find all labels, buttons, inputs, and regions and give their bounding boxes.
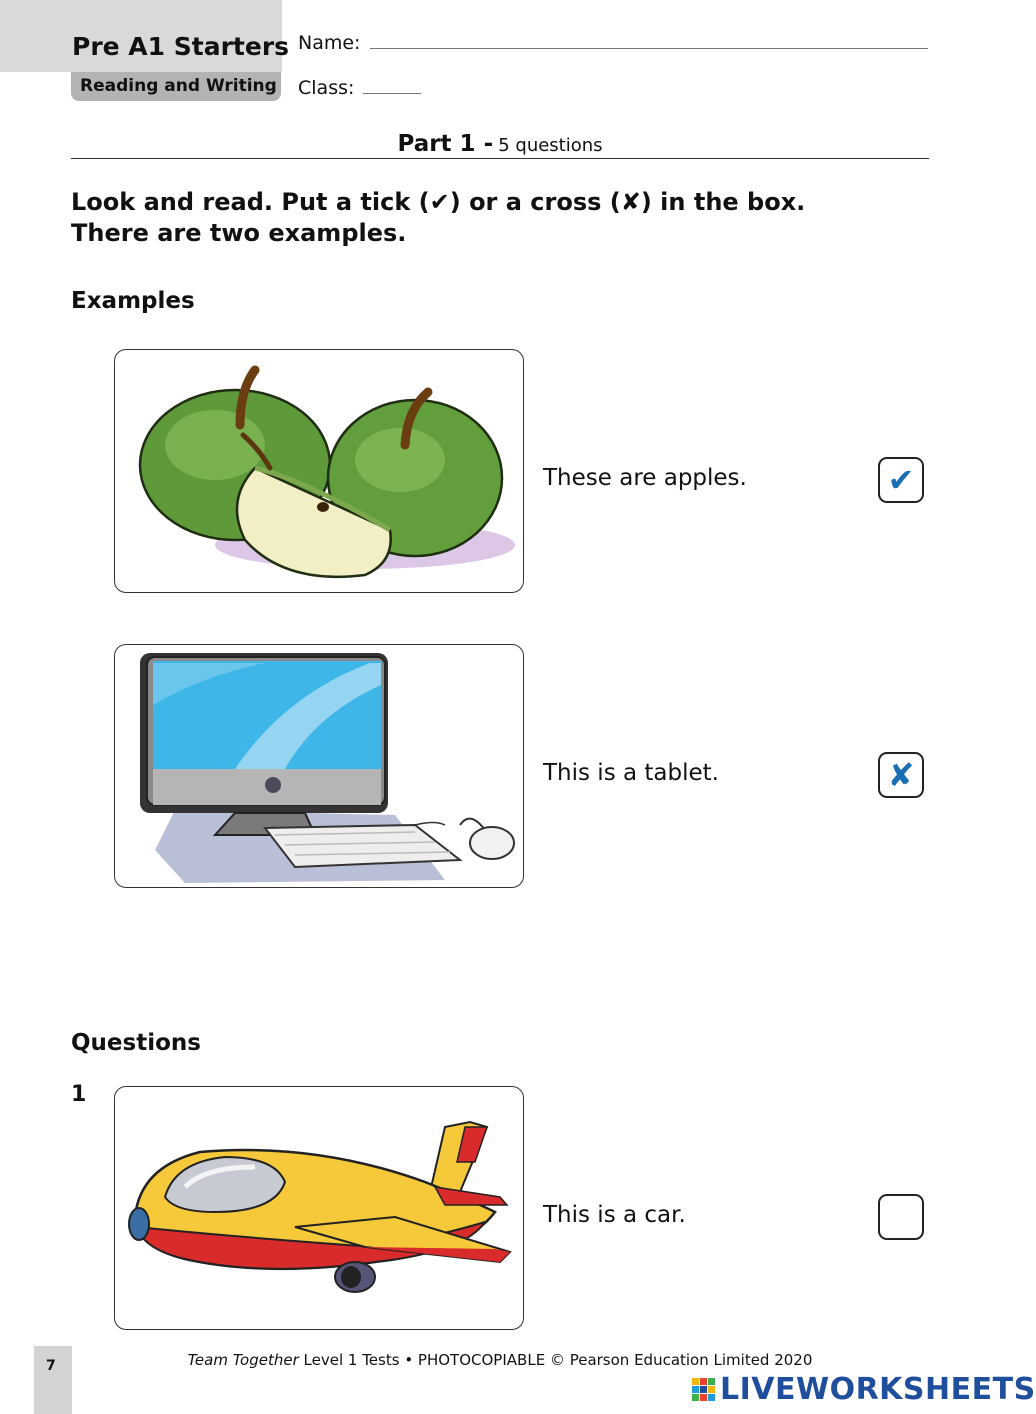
- question-1-sentence: This is a car.: [543, 1202, 686, 1228]
- airplane-icon: [115, 1087, 523, 1329]
- footer-text: Level 1 Tests • PHOTOCOPIABLE © Pearson Education Limited 2020: [298, 1351, 813, 1369]
- liveworksheets-brand[interactable]: [692, 1372, 1036, 1407]
- computer-picture: [114, 644, 524, 888]
- page-subtitle: Reading and Writing: [80, 76, 277, 96]
- instruction-line-1: Look and read. Put a tick (✔) or a cross (✘) in the box.: [71, 188, 806, 216]
- tick-icon: ✔: [887, 461, 915, 499]
- question-1-answer-box[interactable]: [878, 1194, 924, 1240]
- computer-icon: [115, 645, 523, 887]
- example-2-answer-box[interactable]: [878, 752, 924, 798]
- page-number: 7: [46, 1358, 56, 1374]
- class-label: Class:: [298, 77, 355, 99]
- examples-heading: Examples: [71, 288, 195, 314]
- footer-book-title: Team Together: [187, 1351, 299, 1369]
- airplane-picture: [114, 1086, 524, 1330]
- liveworksheets-wordmark: LIVEWORKSHEETS: [720, 1372, 1036, 1407]
- part-header: [0, 131, 1000, 157]
- footer-credit: [0, 1351, 1000, 1369]
- question-1-number: 1: [71, 1082, 87, 1107]
- liveworksheets-logo-icon: [692, 1378, 716, 1402]
- part-title: Part 1 -: [397, 131, 494, 157]
- page-title: Pre A1 Starters: [72, 32, 290, 61]
- name-field-line[interactable]: [370, 48, 928, 49]
- example-1-answer-box[interactable]: [878, 457, 924, 503]
- name-label: Name:: [298, 32, 361, 54]
- instruction-line-2: There are two examples.: [71, 219, 407, 247]
- class-field-line[interactable]: [363, 93, 421, 94]
- example-1-sentence: These are apples.: [543, 465, 747, 491]
- example-2-sentence: This is a tablet.: [543, 760, 719, 786]
- apples-picture: [114, 349, 524, 593]
- cross-icon: ✘: [887, 756, 915, 794]
- apples-icon: [115, 350, 523, 592]
- part-subtitle: 5 questions: [498, 135, 603, 156]
- questions-heading: Questions: [71, 1030, 201, 1056]
- part-divider: [71, 158, 929, 159]
